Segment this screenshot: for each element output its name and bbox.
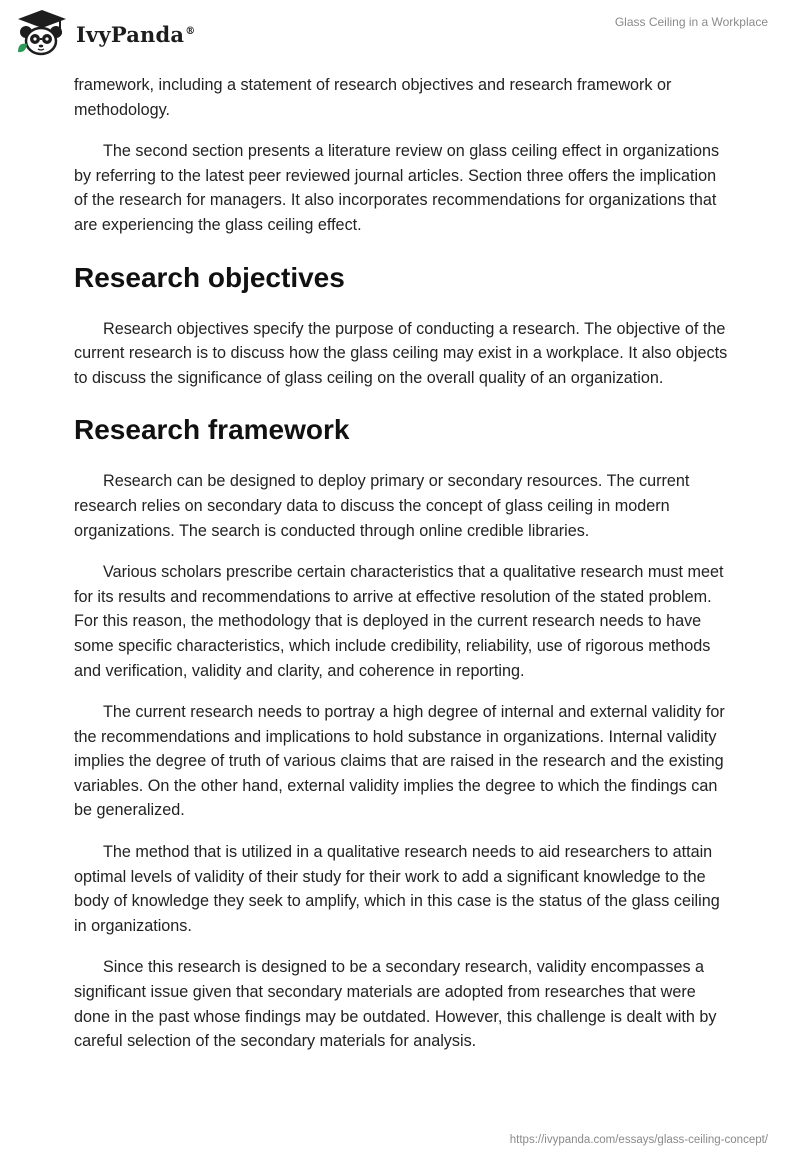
footer-source-link[interactable]: https://ivypanda.com/essays/glass-ceiling-concept/	[509, 1134, 768, 1146]
paragraph-intro-continued: framework, including a statement of research objectives and research framework or methodology.	[74, 76, 672, 119]
paragraph-framework-5: Since this research is designed to be a secondary research, validity encompasses a significant issue given that secondary materials are adopted from researches that were done in the past whose findings may be outdated. However, this challenge is dealt with by careful selection of the secondary materials for analysis.	[74, 958, 717, 1051]
brand-name: IvyPanda®	[76, 21, 196, 47]
heading-research-framework: Research framework	[74, 414, 350, 446]
paragraph-framework-3: The current research needs to portray a high degree of internal and external validity for the recommendations and implications to hold substance in organizations. Internal validity implies the degree of truth of various claims that are raised in the research and the existing variables. On the other hand, external validity implies the degree to which the findings can be generalized.	[74, 703, 725, 820]
page-header	[0, 0, 800, 68]
panda-graduate-icon	[14, 8, 70, 58]
paragraph-framework-4: The method that is utilized in a qualitative research needs to aid researchers to attain optimal levels of validity of their study for their work to add a significant knowledge to the body of knowledge they seek to amplify, which in this case is the status of the glass ceiling in organizations.	[74, 843, 720, 935]
paragraph-sections: The second section presents a literature review on glass ceiling effect in organizations by referring to the latest peer reviewed journal articles. Section three offers the implication of the research for managers. It also incorporates recommendations for organizations that are experiencing the glass ceiling effect.	[74, 142, 720, 234]
paragraph-framework-1: Research can be designed to deploy primary or secondary resources. The current research relies on secondary data to discuss the concept of glass ceiling in modern organizations. The search is conducted through online credible libraries.	[74, 472, 690, 540]
paragraph-objectives: Research objectives specify the purpose of conducting a research. The objective of the current research is to discuss how the glass ceiling may exist in a workplace. It also objects to discuss the significance of glass ceiling on the overall quality of an organization.	[74, 319, 728, 387]
brand-logo[interactable]	[14, 8, 195, 58]
paragraph-framework-2: Various scholars prescribe certain characteristics that a qualitative research must meet for its results and recommendations to arrive at effective resolution of the stated problem. For this reason, the methodology that is deployed in the current research needs to have some specific characteristics, which include credibility, reliability, use of rigorous methods and verification, validity and clarity, and coherence in reporting.	[74, 563, 724, 680]
article-body	[74, 73, 734, 1054]
document-title: Glass Ceiling in a Workplace	[614, 15, 768, 29]
heading-research-objectives: Research objectives	[74, 261, 345, 293]
